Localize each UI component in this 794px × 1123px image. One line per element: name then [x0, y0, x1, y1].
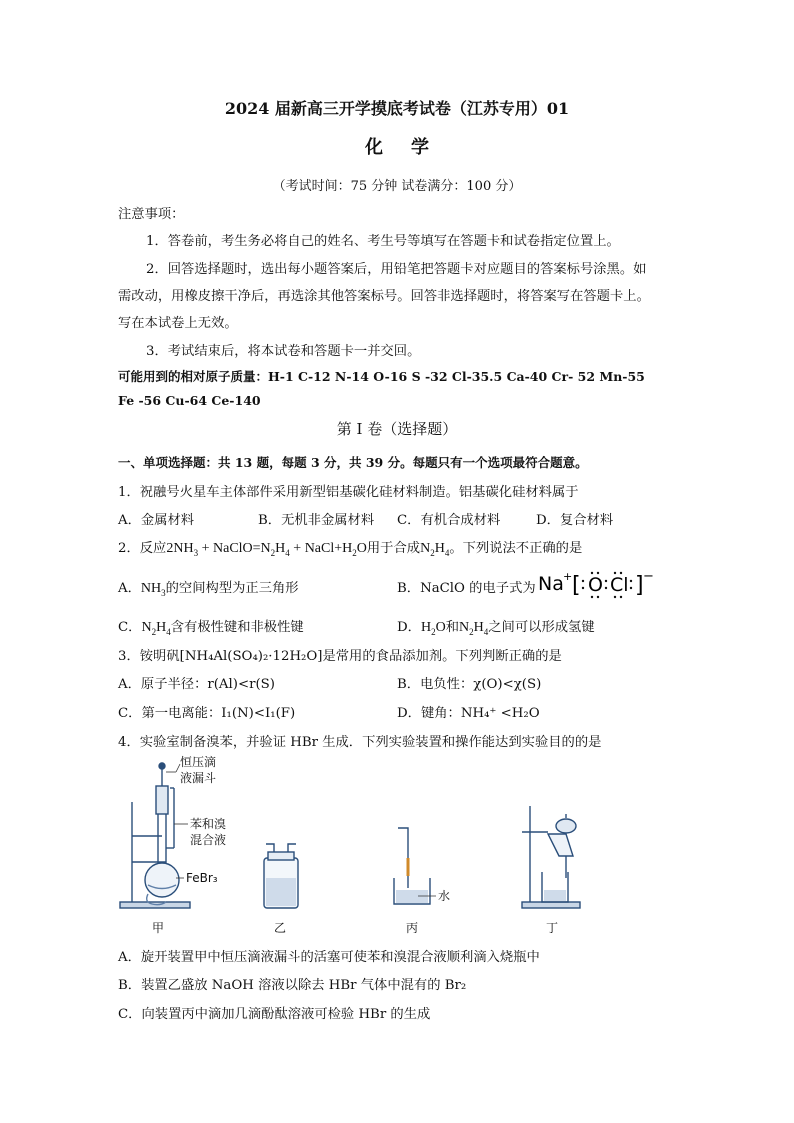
q2-d-mid: 和: [445, 620, 460, 635]
naclo-electron-formula: [536, 566, 666, 604]
q4-option-a: A．旋开装置甲中恒压滴液漏斗的活塞可使苯和溴混合液顺利滴入烧瓶中: [118, 950, 540, 965]
q2-stem-post: 用于合成: [366, 541, 421, 556]
label-bing: 丙: [406, 921, 419, 935]
notice-item-3: 3．考试结束后，将本试卷和答题卡一并交回。: [146, 344, 421, 359]
svg-text:[: [: [572, 573, 581, 598]
svg-text:Cl: Cl: [610, 574, 629, 596]
label-ding: 丁: [546, 921, 559, 935]
q3-option-d: D．键角：NH₄⁺ <H₂O: [397, 706, 540, 721]
q2-stem-pre: 2．反应: [118, 541, 167, 556]
q4-option-c: C．向装置丙中滴加几滴酚酞溶液可检验 HBr 的生成: [118, 1007, 431, 1022]
q3-option-b: B．电负性：χ(O)<χ(S): [397, 677, 542, 692]
q2-option-c: [118, 616, 304, 637]
notice-heading: 注意事项：: [118, 207, 185, 222]
section-instructions: 一、单项选择题：共 13 题，每题 3 分，共 39 分。每题只有一个选项最符合题意。: [118, 455, 588, 470]
q2-c-n2h4: $N_2H_4$: [141, 620, 171, 637]
q2-c-pre: C．: [118, 620, 142, 635]
label-funnel-1: 恒压滴: [180, 755, 217, 769]
atomic-masses-line-1: 可能用到的相对原子质量：H-1 C-12 N-14 O-16 S -32 Cl-35.5 Ca-40 Cr- 52 Mn-55: [118, 369, 645, 384]
q2-a-pre: A．: [118, 581, 141, 596]
exam-time-info: （考试时间：75 分钟 试卷满分：100 分）: [272, 179, 522, 194]
label-funnel-2: 液漏斗: [180, 771, 217, 785]
label-mix-1: 苯和溴: [190, 817, 227, 831]
q2-option-a: [118, 577, 299, 598]
label-water: 水: [438, 889, 451, 903]
q3-option-a: A．原子半径：r(Al)<r(S): [118, 677, 275, 692]
svg-text:]: ]: [635, 573, 644, 598]
notice-item-1: 1．答卷前，考生务必将自己的姓名、考生号等填写在答题卡和试卷指定位置上。: [146, 234, 620, 249]
label-yi: 乙: [274, 921, 287, 935]
q2-a-post: 的空间构型为正三角形: [165, 581, 299, 596]
q1-option-c: C．有机合成材料: [397, 513, 501, 528]
q4-option-b: B．装置乙盛放 NaOH 溶液以除去 HBr 气体中混有的 Br₂: [118, 978, 467, 993]
notice-item-2-line-3: 写在本试卷上无效。: [118, 316, 238, 331]
q3-stem: 3．铵明矾[NH₄Al(SO₄)₂·12H₂O]是常用的食品添加剂。下列判断正确的是: [118, 649, 562, 664]
apparatus-yi: [264, 844, 298, 908]
q2-d-n2h4: $N_2H_4$: [459, 620, 489, 637]
label-jia: 甲: [152, 921, 165, 935]
notice-item-2-line-2: 需改动，用橡皮擦干净后，再选涂其他答案标号。回答非选择题时，将答案写在答题卡上。: [118, 289, 650, 304]
q2-d-pre: D．: [397, 620, 421, 635]
q2-a-nh3: $NH_3$: [140, 581, 166, 598]
q2-c-post: 含有极性键和非极性键: [170, 620, 304, 635]
label-mix-2: 混合液: [190, 833, 227, 847]
q1-option-d: D．复合材料: [536, 513, 614, 528]
exam-title: 2024 届新高三开学摸底考试卷（江苏专用）01: [224, 99, 570, 118]
q4-stem: 4．实验室制备溴苯，并验证 HBr 生成．下列实验装置和操作能达到实验目的的是: [118, 735, 602, 750]
svg-text:Na: Na: [538, 573, 564, 595]
apparatus-ding: [522, 806, 580, 908]
q2-d-post: 之间可以形成氢键: [488, 620, 595, 635]
q2-stem: [118, 537, 582, 558]
label-catalyst: FeBr₃: [186, 871, 218, 885]
q2-equation: $2NH_3$ + $NaClO=N_2H_4$ + $NaCl+H_2O$: [166, 541, 367, 558]
q2-option-b: [397, 577, 536, 596]
q2-n2h4: $N_2H_4$: [420, 541, 450, 558]
svg-text:−: −: [643, 569, 654, 584]
q1-stem: 1．祝融号火星车主体部件采用新型铝基碳化硅材料制造。铝基碳化硅材料属于: [118, 485, 579, 500]
apparatus-figure: [118, 752, 638, 938]
atomic-masses-line-2: Fe -56 Cu-64 Ce-140: [118, 393, 261, 408]
svg-text:+: +: [563, 570, 573, 583]
q2-b-pre: B．NaClO 的电子式为: [397, 581, 536, 596]
section-title: 第 I 卷（选择题）: [336, 420, 458, 438]
q1-option-a: A．金属材料: [118, 513, 195, 528]
q3-option-c: C．第一电离能：I₁(N)<I₁(F): [118, 706, 296, 721]
svg-text:O: O: [588, 574, 603, 596]
q1-option-b: B．无机非金属材料: [258, 513, 375, 528]
q2-d-h2o: $H_2O$: [420, 620, 446, 637]
apparatus-bing: [394, 828, 430, 904]
notice-item-2-line-1: 2．回答选择题时，选出每小题答案后，用铅笔把答题卡对应题目的答案标号涂黑。如: [146, 262, 647, 277]
q2-stem-end: 。下列说法不正确的是: [449, 541, 583, 556]
q2-option-d: [397, 616, 595, 637]
subject-title: 化学: [365, 137, 457, 158]
